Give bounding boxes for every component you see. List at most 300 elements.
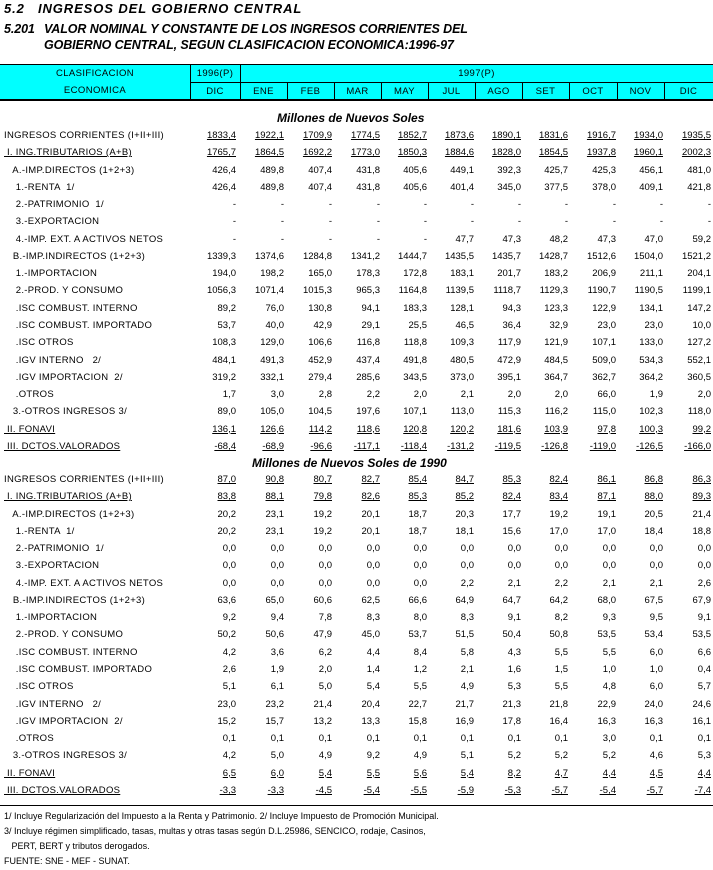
cell-value: 13,2 <box>313 715 332 727</box>
cell-value: 1765,7 <box>206 147 236 159</box>
header-vline <box>381 82 382 99</box>
cell-value: 18,8 <box>692 525 711 537</box>
cell-value: 13,3 <box>361 715 380 727</box>
cell-value: 1,0 <box>602 663 616 675</box>
table-cell <box>619 283 663 299</box>
table-cell <box>477 645 521 661</box>
table-title-line2 <box>4 38 454 52</box>
table-cell <box>240 679 284 695</box>
cell-value: 18,1 <box>455 525 474 537</box>
cell-value: 319,2 <box>212 371 236 383</box>
cell-value: 136,1 <box>212 423 236 435</box>
cell-value: 18,7 <box>408 525 427 537</box>
table-cell <box>336 766 380 782</box>
cell-value: 115,3 <box>497 406 521 418</box>
table-cell <box>430 748 474 764</box>
row-label: II. FONAVI <box>4 767 56 779</box>
table-title-text-1: VALOR NOMINAL Y CONSTANTE DE LOS INGRESOS CORRIENTES DEL <box>44 22 468 36</box>
cell-value: 16,3 <box>644 715 663 727</box>
table-cell <box>572 748 616 764</box>
header-vline <box>617 82 618 99</box>
table-cell <box>667 404 711 420</box>
table-cell <box>667 662 711 678</box>
cell-value: 20,5 <box>644 508 663 520</box>
cell-value: 63,6 <box>217 594 236 606</box>
cell-value: 5,0 <box>270 750 284 762</box>
cell-value: 452,9 <box>308 354 332 366</box>
cell-value: -5,5 <box>410 784 427 796</box>
table-cell <box>477 232 521 248</box>
table-cell <box>240 232 284 248</box>
table-cell <box>667 507 711 523</box>
table-cell <box>240 422 284 438</box>
table-row <box>0 731 713 747</box>
table-cell <box>524 404 568 420</box>
table-cell <box>336 163 380 179</box>
table-cell <box>477 422 521 438</box>
cell-value: 23,0 <box>644 319 663 331</box>
table-cell <box>572 163 616 179</box>
table-cell <box>383 472 427 488</box>
cell-value: 1852,7 <box>397 130 427 141</box>
table-cell <box>383 627 427 643</box>
cell-value: 0,0 <box>366 543 380 555</box>
table-cell <box>524 714 568 730</box>
cell-value: 40,0 <box>265 319 284 331</box>
table-cell <box>524 266 568 282</box>
table-cell <box>667 766 711 782</box>
table-cell <box>619 249 663 265</box>
cell-value: 82,6 <box>361 491 380 503</box>
cell-value: 8,3 <box>460 612 474 624</box>
table-cell <box>619 163 663 179</box>
cell-value: 118,6 <box>356 423 380 435</box>
table-cell <box>430 266 474 282</box>
table-cell <box>192 714 236 730</box>
table-cell <box>430 128 474 144</box>
table-cell <box>619 301 663 317</box>
cell-value: 332,1 <box>260 371 284 383</box>
row-label: INGRESOS CORRIENTES (I+II+III) <box>4 130 164 141</box>
table-cell <box>288 627 332 643</box>
table-cell <box>619 266 663 282</box>
table-cell <box>572 783 616 799</box>
row-label: 1.-IMPORTACION <box>4 268 98 280</box>
cell-value: 107,1 <box>592 337 616 349</box>
cell-value: 4,4 <box>602 767 616 779</box>
cell-value: 2,6 <box>222 663 236 675</box>
cell-value: 102,3 <box>639 406 663 418</box>
table-cell <box>667 593 711 609</box>
table-row <box>0 697 713 713</box>
table-cell <box>192 731 236 747</box>
table-cell <box>240 249 284 265</box>
table-cell <box>667 610 711 626</box>
header-vline <box>287 82 288 99</box>
cell-value: 489,8 <box>260 164 284 176</box>
cell-value: -119,5 <box>494 440 521 452</box>
table-cell <box>572 232 616 248</box>
cell-value: 165,0 <box>308 268 332 280</box>
row-label: I. ING.TRIBUTARIOS (A+B) <box>4 491 132 503</box>
cell-value: 86,3 <box>692 474 711 485</box>
cell-value: -126,8 <box>541 440 568 452</box>
header-vline <box>334 82 335 99</box>
cell-value: -117,1 <box>353 440 380 452</box>
table-cell <box>524 507 568 523</box>
table-cell <box>477 301 521 317</box>
table-cell <box>336 128 380 144</box>
table-cell <box>572 714 616 730</box>
cell-value: 121,9 <box>544 337 568 349</box>
table-cell <box>430 576 474 592</box>
table-cell <box>336 318 380 334</box>
table-cell <box>192 197 236 213</box>
table-cell <box>477 541 521 557</box>
table-title-text-2: GOBIERNO CENTRAL, SEGUN CLASIFICACION ECONOMICA:1996-97 <box>44 38 454 52</box>
table-cell <box>572 335 616 351</box>
table-cell <box>383 662 427 678</box>
table-cell <box>240 283 284 299</box>
cell-value: 23,0 <box>217 698 236 710</box>
cell-value: 1190,5 <box>634 285 663 297</box>
table-cell <box>336 214 380 230</box>
cell-value: 82,7 <box>361 474 380 485</box>
table-cell <box>619 541 663 557</box>
cell-value: 18,7 <box>408 508 427 520</box>
cell-value: 1164,8 <box>398 285 427 297</box>
cell-value: 83,8 <box>217 491 236 503</box>
cell-value: 1935,5 <box>681 130 711 141</box>
cell-value: 82,4 <box>549 474 568 485</box>
cell-value: 20,3 <box>455 508 474 520</box>
cell-value: 285,6 <box>356 371 380 383</box>
table-cell <box>192 163 236 179</box>
cell-value: 5,2 <box>507 750 521 762</box>
header-month: SET <box>535 86 556 97</box>
cell-value: 50,2 <box>217 629 236 641</box>
table-cell <box>288 335 332 351</box>
cell-value: 1428,7 <box>538 250 568 262</box>
table-cell <box>240 128 284 144</box>
cell-value: 21,8 <box>549 698 568 710</box>
cell-value: 3,0 <box>270 389 284 401</box>
cell-value: - <box>280 199 284 211</box>
cell-value: 197,6 <box>356 406 380 418</box>
cell-value: 32,9 <box>549 319 568 331</box>
table-cell <box>383 404 427 420</box>
cell-value: 181,6 <box>497 423 521 435</box>
cell-value: 9,1 <box>507 612 521 624</box>
table-row <box>0 439 713 455</box>
cell-value: 0,1 <box>270 733 284 745</box>
table-cell <box>430 662 474 678</box>
table-cell <box>240 576 284 592</box>
cell-value: - <box>564 199 568 211</box>
table-cell <box>667 266 711 282</box>
table-cell <box>667 697 711 713</box>
table-cell <box>477 714 521 730</box>
header-vline <box>475 82 476 99</box>
cell-value: 53,5 <box>692 629 711 641</box>
table-cell <box>336 404 380 420</box>
table-cell <box>336 472 380 488</box>
cell-value: 1,7 <box>222 389 236 401</box>
cell-value: 0,1 <box>554 733 568 745</box>
table-cell <box>667 714 711 730</box>
cell-value: 126,6 <box>260 423 284 435</box>
table-cell <box>240 524 284 540</box>
table-cell <box>336 283 380 299</box>
cell-value: 6,6 <box>697 646 711 658</box>
table-cell <box>619 731 663 747</box>
table-cell <box>288 645 332 661</box>
table-cell <box>288 748 332 764</box>
section-title <box>4 1 302 16</box>
table-cell <box>240 197 284 213</box>
cell-value: 1190,7 <box>587 285 616 297</box>
table-cell <box>619 489 663 505</box>
table-cell <box>619 472 663 488</box>
cell-value: 172,8 <box>403 268 427 280</box>
table-row <box>0 524 713 540</box>
table-cell <box>336 645 380 661</box>
table-cell <box>524 318 568 334</box>
cell-value: 24,0 <box>644 698 663 710</box>
cell-value: 364,7 <box>544 371 568 383</box>
table-cell <box>430 335 474 351</box>
row-label: .ISC OTROS <box>4 681 74 693</box>
cell-value: 88,0 <box>644 491 663 503</box>
table-cell <box>192 697 236 713</box>
table-cell <box>192 145 236 161</box>
table-row <box>0 783 713 799</box>
row-label: 2.-PATRIMONIO 1/ <box>4 199 104 211</box>
cell-value: 2,2 <box>554 577 568 589</box>
table-cell <box>192 283 236 299</box>
cell-value: 83,4 <box>549 491 568 503</box>
table-cell <box>336 145 380 161</box>
table-cell <box>288 783 332 799</box>
cell-value: 19,2 <box>313 508 332 520</box>
cell-value: 5,4 <box>460 767 474 779</box>
header-month: DIC <box>679 86 698 97</box>
cell-value: 1828,0 <box>491 147 521 159</box>
row-label: .OTROS <box>4 733 54 745</box>
cell-value: 9,5 <box>649 612 663 624</box>
row-label: .IGV IMPORTACION 2/ <box>4 715 123 727</box>
cell-value: 5,1 <box>460 750 474 762</box>
table-cell <box>192 301 236 317</box>
table-cell <box>619 387 663 403</box>
table-cell <box>477 610 521 626</box>
cell-value: 64,7 <box>502 594 521 606</box>
cell-value: 1521,2 <box>681 250 711 262</box>
header-vline <box>428 82 429 99</box>
table-cell <box>192 370 236 386</box>
cell-value: 4,7 <box>554 767 568 779</box>
table-row <box>0 679 713 695</box>
cell-value: 1,9 <box>270 663 284 675</box>
table-cell <box>288 214 332 230</box>
cell-value: 16,1 <box>692 715 711 727</box>
cell-value: 472,9 <box>497 354 521 366</box>
cell-value: 1118,7 <box>493 285 521 297</box>
footnote-3-line2: PERT, BERT y tributos derogados. <box>4 841 150 851</box>
table-row <box>0 387 713 403</box>
table-cell <box>383 524 427 540</box>
cell-value: 206,9 <box>592 268 616 280</box>
cell-value: 2,1 <box>460 389 474 401</box>
header-vline <box>522 82 523 99</box>
table-cell <box>430 472 474 488</box>
table-row <box>0 472 713 488</box>
table-cell <box>667 301 711 317</box>
table-cell <box>192 489 236 505</box>
footnote-rule <box>0 805 713 806</box>
table-row <box>0 766 713 782</box>
table-cell <box>240 387 284 403</box>
table-cell <box>572 197 616 213</box>
table-cell <box>667 197 711 213</box>
table-cell <box>192 422 236 438</box>
table-cell <box>336 197 380 213</box>
table-cell <box>572 610 616 626</box>
cell-value: 1444,7 <box>397 250 427 262</box>
header-label-line1: CLASIFICACION <box>55 68 135 79</box>
row-label: III. DCTOS.VALORADOS <box>4 440 121 452</box>
cell-value: 5,0 <box>318 681 332 693</box>
cell-value: 6,0 <box>270 767 284 779</box>
table-cell <box>288 370 332 386</box>
cell-value: 5,5 <box>554 646 568 658</box>
table-cell <box>477 576 521 592</box>
cell-value: 42,9 <box>313 319 332 331</box>
cell-value: 88,1 <box>265 491 284 503</box>
table-cell <box>383 645 427 661</box>
cell-value: 2,8 <box>318 389 332 401</box>
cell-value: 23,2 <box>265 698 284 710</box>
table-cell <box>619 128 663 144</box>
table-cell <box>192 679 236 695</box>
table-cell <box>430 318 474 334</box>
table-cell <box>667 335 711 351</box>
cell-value: 45,0 <box>361 629 380 641</box>
cell-value: 2,1 <box>602 577 616 589</box>
cell-value: 118,8 <box>403 337 427 349</box>
row-label: 1.-RENTA 1/ <box>4 181 75 193</box>
row-label: 3.-EXPORTACION <box>4 560 100 572</box>
table-cell <box>288 558 332 574</box>
table-row <box>0 128 713 144</box>
cell-value: 4,3 <box>507 646 521 658</box>
cell-value: 120,2 <box>450 423 474 435</box>
cell-value: - <box>470 216 474 228</box>
cell-value: 128,1 <box>450 302 474 314</box>
table-cell <box>240 472 284 488</box>
table-cell <box>667 627 711 643</box>
table-cell <box>383 593 427 609</box>
table-cell <box>240 731 284 747</box>
table-cell <box>524 214 568 230</box>
cell-value: 0,0 <box>554 560 568 572</box>
section-title-text: INGRESOS DEL GOBIERNO CENTRAL <box>38 1 303 16</box>
table-cell <box>192 627 236 643</box>
table-cell <box>477 524 521 540</box>
cell-value: 85,4 <box>408 474 427 485</box>
table-cell <box>288 697 332 713</box>
table-row <box>0 214 713 230</box>
cell-value: 20,1 <box>361 508 380 520</box>
table-cell <box>667 353 711 369</box>
cell-value: 100,3 <box>639 423 663 435</box>
table-cell <box>430 697 474 713</box>
table-cell <box>336 541 380 557</box>
cell-value: 373,0 <box>450 371 474 383</box>
table-cell <box>240 714 284 730</box>
cell-value: 15,2 <box>217 715 236 727</box>
table-cell <box>336 627 380 643</box>
table-cell <box>288 180 332 196</box>
table-cell <box>430 353 474 369</box>
cell-value: 2,1 <box>460 663 474 675</box>
table-cell <box>477 128 521 144</box>
table-cell <box>383 335 427 351</box>
cell-value: 491,3 <box>260 354 284 366</box>
cell-value: 23,1 <box>265 525 284 537</box>
cell-value: 130,8 <box>308 302 332 314</box>
table-cell <box>288 507 332 523</box>
table-cell <box>383 180 427 196</box>
cell-value: - <box>612 199 616 211</box>
header-label-line2: ECONOMICA <box>63 85 127 96</box>
cell-value: 4,8 <box>602 681 616 693</box>
table-cell <box>667 370 711 386</box>
table-cell <box>524 472 568 488</box>
cell-value: 94,3 <box>502 302 521 314</box>
row-label: A.-IMP.DIRECTOS (1+2+3) <box>4 164 135 176</box>
cell-value: 134,1 <box>639 302 663 314</box>
table-cell <box>477 266 521 282</box>
cell-value: 426,4 <box>212 181 236 193</box>
table-cell <box>383 679 427 695</box>
cell-value: 5,7 <box>697 681 711 693</box>
table-cell <box>619 404 663 420</box>
table-cell <box>524 180 568 196</box>
table-cell <box>383 214 427 230</box>
table-row <box>0 645 713 661</box>
table-cell <box>477 404 521 420</box>
table-cell <box>430 783 474 799</box>
cell-value: 183,3 <box>403 302 427 314</box>
table-row <box>0 353 713 369</box>
cell-value: 279,4 <box>308 371 332 383</box>
cell-value: 409,1 <box>639 181 663 193</box>
cell-value: 405,6 <box>403 181 427 193</box>
cell-value: 1773,0 <box>350 147 380 159</box>
cell-value: 1435,7 <box>491 250 521 262</box>
cell-value: 133,0 <box>639 337 663 349</box>
table-cell <box>192 783 236 799</box>
table-cell <box>383 610 427 626</box>
cell-value: 2,2 <box>460 577 474 589</box>
cell-value: - <box>232 233 236 245</box>
cell-value: 491,8 <box>403 354 427 366</box>
cell-value: 1937,8 <box>586 147 616 159</box>
cell-value: 19,2 <box>549 508 568 520</box>
table-cell <box>383 266 427 282</box>
table-cell <box>477 507 521 523</box>
